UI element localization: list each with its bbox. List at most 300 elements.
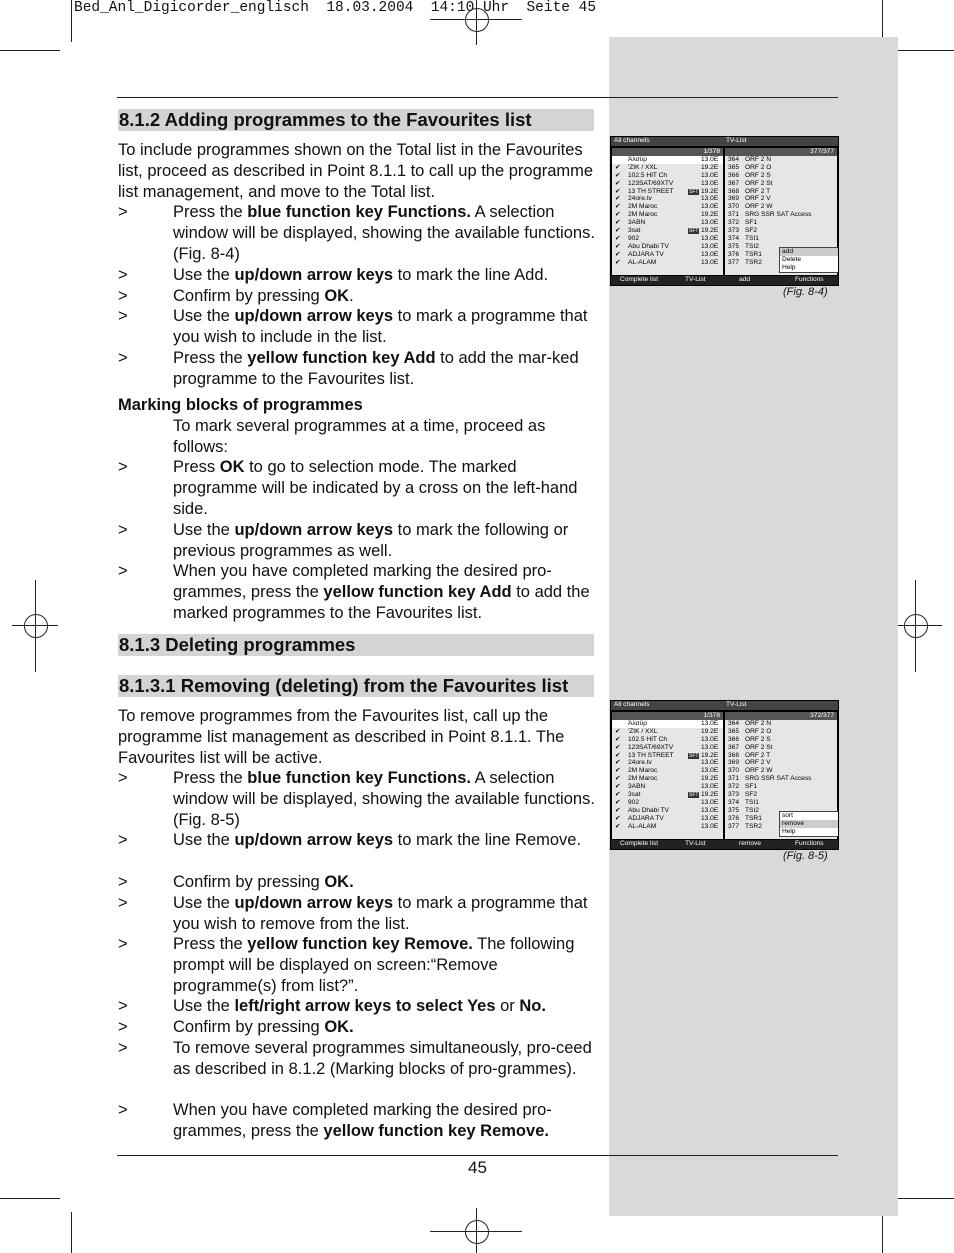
channel-name: 2M Maroc	[628, 211, 658, 219]
channel-row	[612, 775, 723, 783]
step-text-plain: Press the	[173, 769, 248, 787]
step-text	[173, 1038, 598, 1080]
tv-list-name: TSR1	[745, 250, 762, 258]
step-text	[173, 348, 598, 390]
figure-caption: (Fig. 8-4)	[783, 286, 828, 298]
paragraph-intro-8-1-2: To include programmes shown on the Total list in the Favourites list, proceed as described in Point 8.1.1 to call up the programme list management, and move to the Total list.	[118, 141, 594, 201]
channel-position: 19.2E	[701, 727, 719, 735]
step-text-plain: Confirm by pressing	[173, 1018, 325, 1036]
tv-list-number: 369	[728, 195, 740, 203]
functions-popup	[779, 811, 839, 837]
function-key-label: Functions	[795, 276, 824, 283]
channel-position: 13.0E	[701, 156, 719, 163]
tv-list-row	[725, 759, 837, 767]
step-text	[173, 893, 598, 935]
channel-position: 19.2E	[701, 227, 719, 235]
step-text-plain: to add the mar-ked programme to the Favourites list.	[173, 349, 579, 388]
step-text-plain: A selection window will be displayed, showing the available functions. (Fig. 8-5)	[173, 769, 595, 829]
channel-row	[612, 791, 723, 799]
channel-name: 'ZIK / XXL	[628, 727, 658, 735]
sft-badge-icon: SFT	[689, 228, 699, 235]
bullet-marker: >	[118, 203, 128, 221]
tv-list-number: 370	[728, 203, 740, 211]
step-text-plain: Use the	[173, 831, 235, 849]
check-icon: ✔	[615, 735, 621, 743]
crop-mark	[894, 1198, 954, 1199]
check-icon: ✔	[615, 203, 621, 211]
check-icon: ✔	[615, 751, 621, 759]
crop-mark	[71, 0, 72, 42]
tv-list-row	[725, 211, 837, 219]
channel-position: 13.0E	[701, 242, 719, 250]
check-icon: ✔	[615, 798, 621, 806]
tv-list-number: 376	[728, 250, 740, 258]
step-text-plain: to add the marked programmes to the Favourites list.	[173, 582, 590, 622]
bullet-marker: >	[118, 458, 128, 476]
function-key-label: add	[739, 276, 751, 283]
bullet-marker: >	[118, 831, 128, 849]
tv-list-row	[725, 156, 837, 164]
instruction-step	[118, 265, 598, 286]
check-icon: ✔	[615, 759, 621, 767]
step-text-bold: up/down arrow keys	[234, 894, 394, 912]
paragraph-marking-intro: To mark several programmes at a time, proceed as follows:	[173, 417, 546, 456]
check-icon: ✔	[615, 783, 621, 791]
channel-name: 13 TH STREET	[628, 187, 674, 195]
bullet-marker: >	[118, 307, 128, 325]
tv-list-row	[725, 180, 837, 188]
step-text	[173, 934, 598, 996]
crop-mark	[0, 1198, 60, 1199]
tv-list-row	[725, 203, 837, 211]
tv-list-number: 371	[728, 775, 740, 783]
step-text-bold: left/right arrow keys to select Yes	[234, 997, 496, 1015]
crop-mark	[71, 1212, 72, 1253]
check-icon: ✔	[615, 219, 621, 227]
channel-position: 13.0E	[701, 203, 719, 211]
channel-name: Άλσϋρ	[628, 720, 648, 727]
channel-position: 19.2E	[701, 187, 719, 195]
step-text-plain: When you have completed marking the desired pro-grammes, press the	[173, 1101, 552, 1140]
channel-row	[612, 736, 723, 744]
tv-list-number: 364	[728, 156, 740, 163]
channel-name: 902	[628, 234, 640, 242]
channel-row	[612, 235, 723, 243]
channel-name: 2M Maroc	[628, 203, 658, 211]
step-text-plain: to mark a programme that you wish to include in the list.	[173, 307, 588, 346]
check-icon: ✔	[615, 171, 621, 179]
step-text	[173, 1100, 598, 1142]
bullet-marker: >	[118, 1101, 128, 1119]
function-key-label: TV-List	[685, 840, 706, 847]
check-icon: ✔	[615, 727, 621, 735]
bullet-marker: >	[118, 894, 128, 912]
step-text-plain: Press the	[173, 203, 248, 221]
tv-list-number: 375	[728, 242, 740, 250]
channel-position: 19.2E	[701, 775, 719, 783]
tv-list-number: 368	[728, 187, 740, 195]
check-icon: ✔	[615, 227, 621, 235]
instruction-step	[118, 893, 598, 935]
step-text-plain: Press	[173, 458, 220, 476]
screen-title-right: TV-List	[726, 701, 747, 708]
channel-position: 13.0E	[701, 171, 719, 179]
instruction-step	[118, 1038, 598, 1101]
popup-item: Delete	[782, 255, 802, 263]
tv-list-number: 376	[728, 814, 740, 822]
step-text-bold: up/down arrow keys	[234, 307, 394, 325]
tv-list-number: 375	[728, 806, 740, 814]
tv-list-name: TSI2	[745, 242, 759, 250]
tv-list-name: ORF 2 S	[745, 171, 771, 179]
channel-row	[612, 783, 723, 791]
tv-list-number: 367	[728, 179, 740, 187]
check-icon: ✔	[615, 163, 621, 171]
tv-list-name: ORF 2 N	[745, 720, 772, 727]
subheading-marking-blocks: Marking blocks of programmes	[118, 396, 363, 414]
tv-list-row	[725, 736, 837, 744]
bullet-marker: >	[118, 1039, 128, 1057]
top-rule	[117, 97, 838, 98]
step-text-plain: When you have completed marking the desired pro-grammes, press the	[173, 562, 552, 601]
check-icon: ✔	[615, 211, 621, 219]
step-text-bold: blue function key Functions.	[247, 769, 471, 787]
step-text	[173, 520, 598, 562]
channel-name: 2M Maroc	[628, 775, 658, 783]
function-key-bar	[611, 276, 838, 285]
channel-row	[612, 815, 723, 823]
tv-list-number: 367	[728, 743, 740, 751]
registration-mark-right	[915, 580, 916, 672]
step-text-bold: No.	[519, 997, 546, 1015]
channel-position: 13.0E	[701, 720, 719, 727]
channel-list-header	[612, 712, 723, 720]
channel-row	[612, 203, 723, 211]
tv-list-number: 377	[728, 258, 740, 266]
step-text-bold: up/down arrow keys	[234, 521, 394, 539]
step-text-bold: up/down arrow keys	[234, 831, 394, 849]
popup-item: add	[780, 248, 838, 256]
tv-list-row	[725, 791, 837, 799]
section-heading-8-1-2: 8.1.2 Adding programmes to the Favourites list	[118, 109, 594, 131]
print-slug: Bed_Anl_Digicorder_englisch 18.03.2004 14:10 Uhr Seite 45	[74, 0, 597, 16]
channel-row	[612, 744, 723, 752]
channel-list-header	[612, 148, 723, 156]
check-icon: ✔	[615, 258, 621, 266]
instruction-step	[118, 872, 598, 893]
step-text-bold: yellow function key Remove.	[247, 935, 473, 953]
step-text-plain: Use the	[173, 266, 235, 284]
instruction-step	[118, 768, 598, 831]
instruction-step	[118, 202, 598, 265]
bottom-rule	[117, 1155, 838, 1156]
step-text-bold: OK	[324, 287, 350, 305]
step-text	[173, 1017, 598, 1038]
step-text	[173, 768, 598, 830]
channel-name: 123SAT/69XTV	[628, 179, 674, 187]
channel-position: 13.0E	[701, 798, 719, 806]
instruction-step	[118, 348, 598, 390]
receiver-screen	[610, 136, 839, 286]
tv-list-number: 371	[728, 211, 740, 219]
channel-position: 13.0E	[701, 767, 719, 775]
bullet-marker: >	[118, 562, 128, 580]
tv-list-name: SF2	[745, 227, 758, 235]
tv-list-number: 372	[728, 219, 740, 227]
sft-badge-icon: SFT	[689, 188, 699, 195]
tv-list-name: TSR1	[745, 814, 762, 822]
channel-position: 13.0E	[701, 258, 719, 266]
tv-list-name: ORF 2 O	[745, 727, 772, 735]
registration-mark-bottom	[476, 1208, 477, 1253]
figure-caption: (Fig. 8-5)	[783, 850, 828, 862]
channel-position: 19.2E	[701, 163, 719, 171]
channel-name: 24ore.tv	[628, 759, 652, 767]
instruction-step	[118, 996, 598, 1017]
channel-name: 3ABN	[628, 783, 646, 791]
step-text-plain: The following prompt will be displayed on screen:“Remove programme(s) from list?”.	[173, 935, 575, 995]
tv-list-row	[725, 164, 837, 172]
check-icon: ✔	[615, 234, 621, 242]
tv-list-name: ORF 2 St	[745, 179, 773, 187]
tv-list-name: TSR2	[745, 258, 762, 266]
tv-list-number: 368	[728, 751, 740, 759]
receiver-screen	[610, 700, 839, 850]
channel-row	[612, 752, 723, 760]
check-icon: ✔	[615, 179, 621, 187]
step-text-bold: yellow function key Add	[323, 582, 512, 601]
registration-mark-left	[35, 580, 36, 672]
tv-list-name: ORF 2 St	[745, 743, 773, 751]
tv-list-row	[725, 227, 837, 235]
channel-position: 19.2E	[701, 211, 719, 219]
channel-row	[612, 759, 723, 767]
functions-popup	[779, 247, 839, 273]
step-text-plain: to mark the line Remove.	[393, 831, 582, 849]
tv-list-name: ORF 2 N	[745, 156, 772, 163]
popup-item: remove	[780, 820, 838, 828]
channel-name: Abu Dhabi TV	[628, 806, 669, 814]
channel-position: 13.0E	[701, 219, 719, 227]
channel-name: 24ore.tv	[628, 195, 652, 203]
tv-list-name: ORF 2 T	[745, 187, 771, 195]
step-text-bold: blue function key Functions.	[247, 203, 471, 221]
tv-list-number: 369	[728, 759, 740, 767]
instruction-step	[118, 1017, 598, 1038]
tv-list-header	[725, 148, 837, 156]
tv-list-name: TSR2	[745, 822, 762, 830]
channel-row	[612, 243, 723, 251]
channel-name: ADJARA TV	[628, 250, 664, 258]
channel-row	[612, 188, 723, 196]
check-icon: ✔	[615, 743, 621, 751]
tv-list-number: 366	[728, 171, 740, 179]
function-key-label: TV-List	[685, 276, 706, 283]
step-text	[173, 265, 598, 286]
check-icon: ✔	[615, 250, 621, 258]
bullet-marker: >	[118, 873, 128, 891]
crop-mark	[894, 50, 954, 51]
step-text-plain: Use the	[173, 997, 235, 1015]
step-text-bold: yellow function key Remove.	[323, 1121, 549, 1140]
tv-list-count: 377/377	[810, 148, 834, 155]
step-text	[173, 306, 598, 348]
tv-list-number: 365	[728, 163, 740, 171]
tv-list-number: 374	[728, 798, 740, 806]
step-text	[173, 561, 598, 623]
channel-position: 13.0E	[701, 179, 719, 187]
bullet-marker: >	[118, 349, 128, 367]
function-key-label: remove	[739, 840, 761, 847]
step-text	[173, 996, 598, 1017]
step-text-plain: or	[495, 997, 520, 1015]
instruction-step	[118, 1100, 598, 1142]
crop-mark	[882, 1212, 883, 1253]
channel-position: 19.2E	[701, 791, 719, 799]
channel-row	[612, 172, 723, 180]
bullet-marker: >	[118, 935, 128, 953]
tv-list-row	[725, 219, 837, 227]
tv-list-name: SF1	[745, 219, 758, 227]
check-icon: ✔	[615, 775, 621, 783]
check-icon: ✔	[615, 242, 621, 250]
step-text-plain: A selection window will be displayed, showing the available functions. (Fig. 8-4)	[173, 203, 595, 263]
channel-name: AL-ALAM	[628, 822, 657, 830]
bullet-marker: >	[118, 1018, 128, 1036]
channel-row	[612, 823, 723, 831]
tv-list-number: 370	[728, 767, 740, 775]
channel-row	[612, 720, 723, 728]
tv-list-name: ORF 2 V	[745, 759, 771, 767]
instruction-step	[118, 561, 598, 624]
tv-list-row	[725, 799, 837, 807]
channel-name: 3sat	[628, 227, 641, 235]
channel-position: 13.0E	[701, 234, 719, 242]
channel-name: 2M Maroc	[628, 767, 658, 775]
check-icon: ✔	[615, 806, 621, 814]
instruction-step	[118, 830, 598, 872]
step-text-bold: OK.	[324, 873, 354, 891]
channel-row	[612, 259, 723, 267]
registration-mark-right	[904, 614, 928, 638]
channel-row	[612, 251, 723, 259]
tv-list-row	[725, 188, 837, 196]
step-text-plain: Confirm by pressing	[173, 287, 325, 305]
crop-mark	[882, 0, 883, 42]
channel-row	[612, 767, 723, 775]
step-text-plain: To remove several programmes simultaneously, pro-ceed as described in 8.1.2 (Marking blocks of pro-grammes).	[173, 1039, 592, 1078]
registration-mark-bottom	[465, 1220, 489, 1244]
popup-item: Help	[782, 263, 796, 271]
sft-badge-icon: SFT	[689, 792, 699, 799]
channel-position: 13.0E	[701, 743, 719, 751]
step-text	[173, 872, 598, 893]
tv-list-number: 373	[728, 227, 740, 235]
channel-row	[612, 219, 723, 227]
step-text-plain: to mark the following or previous programmes as well.	[173, 521, 569, 560]
channel-row	[612, 164, 723, 172]
tv-list-row	[725, 767, 837, 775]
tv-list-name: TSI1	[745, 234, 759, 242]
channel-row	[612, 227, 723, 235]
tv-list-number: 366	[728, 735, 740, 743]
tv-list-row	[725, 720, 837, 728]
step-text-plain: Use the	[173, 894, 235, 912]
tv-list-number: 373	[728, 791, 740, 799]
channel-name: Άλσϋρ	[628, 156, 648, 163]
crop-mark	[0, 50, 60, 51]
tv-list-row	[725, 195, 837, 203]
channel-name: 13 TH STREET	[628, 751, 674, 759]
step-text-plain: Use the	[173, 307, 235, 325]
bullet-marker: >	[118, 266, 128, 284]
channel-name: AL-ALAM	[628, 258, 657, 266]
tv-list-number: 372	[728, 783, 740, 791]
function-key-label: Complete list	[620, 840, 659, 847]
channel-position: 13.0E	[701, 195, 719, 203]
check-icon: ✔	[615, 767, 621, 775]
channel-position: 13.0E	[701, 783, 719, 791]
channel-name: 'ZIK / XXL	[628, 163, 658, 171]
channel-row	[612, 799, 723, 807]
step-text	[173, 457, 598, 519]
registration-mark-right	[892, 625, 942, 626]
tv-list-row	[725, 728, 837, 736]
bullet-marker: >	[118, 997, 128, 1015]
check-icon: ✔	[615, 195, 621, 203]
tv-list-name: ORF 2 V	[745, 195, 771, 203]
tv-list-name: SF1	[745, 783, 758, 791]
step-text-bold: OK	[219, 458, 245, 476]
channel-count: 1/378	[703, 148, 720, 155]
step-text-plain: to mark a programme that you wish to remove from the list.	[173, 894, 588, 933]
instruction-step	[118, 934, 598, 997]
popup-item: sort	[782, 812, 793, 819]
popup-item: Help	[782, 827, 796, 835]
channel-row	[612, 211, 723, 219]
screen-title-bar	[611, 701, 838, 710]
tv-list-row	[725, 744, 837, 752]
tv-list-name: ORF 2 T	[745, 751, 771, 759]
step-text	[173, 286, 598, 307]
tv-list-row	[725, 235, 837, 243]
channel-position: 13.0E	[701, 814, 719, 822]
tv-list-name: SRG SSR SAT Access	[745, 775, 812, 783]
step-text-plain: Confirm by pressing	[173, 873, 325, 891]
channel-list	[612, 712, 723, 839]
instruction-step	[118, 520, 598, 562]
screen-title-left: All channels	[614, 701, 650, 708]
tv-list-row	[725, 775, 837, 783]
step-text-plain: Press the	[173, 935, 248, 953]
tv-list-name: SF2	[745, 791, 758, 799]
channel-position: 19.2E	[701, 751, 719, 759]
channel-name: Abu Dhabi TV	[628, 242, 669, 250]
channel-name: ADJARA TV	[628, 814, 664, 822]
channel-name: 102.5 HIT Ch	[628, 171, 668, 179]
channel-name: 3sat	[628, 791, 641, 799]
step-text-plain: .	[349, 287, 354, 305]
bullet-marker: >	[118, 287, 128, 305]
channel-position: 13.0E	[701, 735, 719, 743]
channel-row	[612, 195, 723, 203]
tv-list-name: TSI1	[745, 798, 759, 806]
tv-list-number: 374	[728, 234, 740, 242]
paragraph-intro-8-1-3-1: To remove programmes from the Favourites list, call up the programme list management as described in Point 8.1.1. The Favourites list will be active.	[118, 707, 565, 767]
instruction-step	[118, 306, 598, 348]
channel-row	[612, 728, 723, 736]
step-text	[173, 202, 598, 264]
